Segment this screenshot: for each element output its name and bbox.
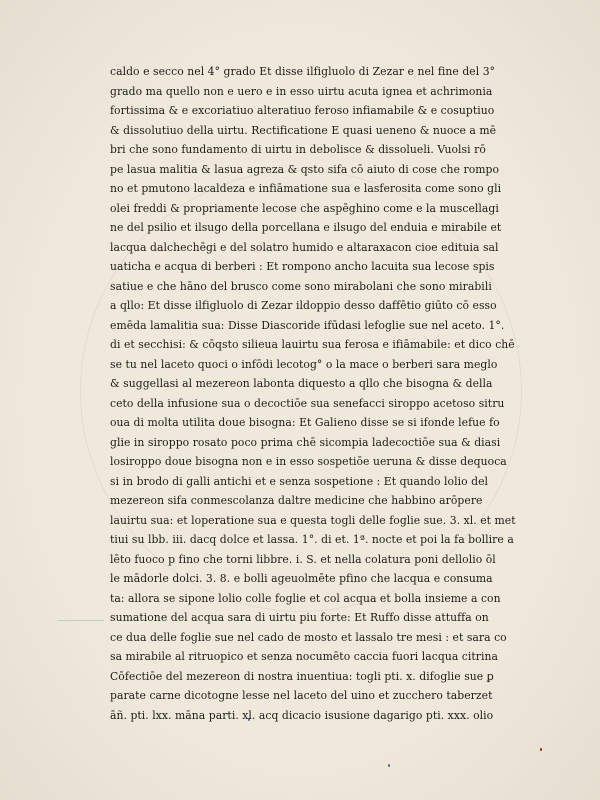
text-line: se tu nel laceto quoci o infōdi lecotog° o la mace o berberi sara meglo <box>110 357 498 371</box>
text-line: & dissolutiuo della uirtu. Rectificatione E quasi ueneno & nuoce a mē <box>110 123 497 137</box>
text-line: ta: allora se sipone lolio colle foglie et col acqua et bolla insieme a con <box>110 591 501 605</box>
text-line: oua di molta utilita doue bisogna: Et Galieno disse se si ifonde lefue fo <box>110 416 500 429</box>
text-line: tiui su lbb. iii. dacq dolce et lassa. 1°. di et. 1ª. nocte et poi la fa bollire a <box>110 533 514 546</box>
body-text <box>110 62 542 725</box>
text-line: mezereon sifa conmescolanza daltre medicine che habbino arōpere <box>110 494 483 507</box>
text-line: āñ. pti. lxx. māna parti. xl. acq dicacio isusione dagarigo pti. xxx. olio <box>110 708 494 722</box>
margin-stain <box>58 620 104 621</box>
text-line: losiroppo doue bisogna non e in esso sospetiōe ueruna & disse dequoca <box>110 455 507 468</box>
text-line: olei freddi & propriamente lecose che aspēghino come e la muscellagi <box>110 201 499 215</box>
text-line: Cōfectiōe del mezereon di nostra inuentiua: togli pti. x. difoglie sue ꝑ <box>110 669 494 683</box>
text-line: uaticha e acqua di berberi : Et rompono ancho lacuita sua lecose spis <box>110 260 495 273</box>
text-line: emēda lamalitia sua: Disse Diascoride ifūdasi lefoglie sue nel aceto. 1°. <box>110 318 505 332</box>
text-line: ne del psilio et ilsugo della porcellana e ilsugo del enduia e mirabile et <box>110 221 502 234</box>
text-line: ceto della infusione sua o decoctiōe sua senefacci siroppo acetoso sitru <box>110 396 505 410</box>
text-line: grado ma quello non e uero e in esso uirtu acuta ignea et achrimonia <box>110 84 493 98</box>
text-line: le mādorle dolci. 3. 8. e bolli ageuolmēte pfino che lacqua e consuma <box>110 572 493 585</box>
text-line: sumatione del acqua sara di uirtu piu forte: Et Ruffo disse attuffa on <box>110 611 489 624</box>
text-line: glie in siroppo rosato poco prima chē sicompia ladecoctiōe sua & diasi <box>110 435 501 449</box>
text-line: sa mirabile al ritruopico et senza nocumēto caccia fuori lacqua citrina <box>110 650 498 663</box>
text-line: & suggellasi al mezereon labonta diquesto a qllo che bisogna & della <box>110 377 493 390</box>
text-line: lēto fuoco p fino che torni libbre. i. S. et nella colatura poni dellolio ōl <box>110 552 496 566</box>
text-line: bri che sono fundamento di uirtu in debolisce & dissolueli. Vuolsi rō <box>110 143 486 156</box>
text-line: caldo e secco nel 4° grado Et disse ilfigluolo di Zezar e nel fine del 3° <box>110 65 496 78</box>
text-line: no et pmutono lacaldeza e infiāmatione sua e lasferosita come sono gli <box>110 182 502 195</box>
text-line: si in brodo di galli antichi et e senza sospetione : Et quando lolio del <box>110 474 489 488</box>
ink-mark <box>388 764 390 767</box>
text-line: parate carne dicotogne lesse nel laceto del uino et zucchero taberzet <box>110 689 493 702</box>
text-line: a qllo: Et disse ilfigluolo di Zezar ildoppio desso daffētio giūto cō esso <box>110 299 497 312</box>
text-line: ce dua delle foglie sue nel cado de mosto et lassalo tre mesi : et sara co <box>110 630 507 644</box>
text-line: pe lasua malitia & lasua agreza & qsto sifa cō aiuto di cose che rompo <box>110 162 500 176</box>
text-line: lauirtu sua: et loperatione sua e questa togli delle foglie sue. 3. xl. et met <box>110 513 516 527</box>
text-line: fortissima & e excoriatiuo alteratiuo feroso infiamabile & e cosuptiuo <box>110 104 495 117</box>
ink-mark <box>540 748 542 751</box>
text-line: lacqua dalchechēgi e del solatro humido e altaraxacon cioe edituia sal <box>110 240 499 254</box>
text-line: satiue e che hāno del brusco come sono mirabolani che sono mirabili <box>110 279 492 293</box>
text-line: di et secchisi: & cōqsto silieua lauirtu sua ferosa e ifiāmabile: et dico chē <box>110 338 515 351</box>
